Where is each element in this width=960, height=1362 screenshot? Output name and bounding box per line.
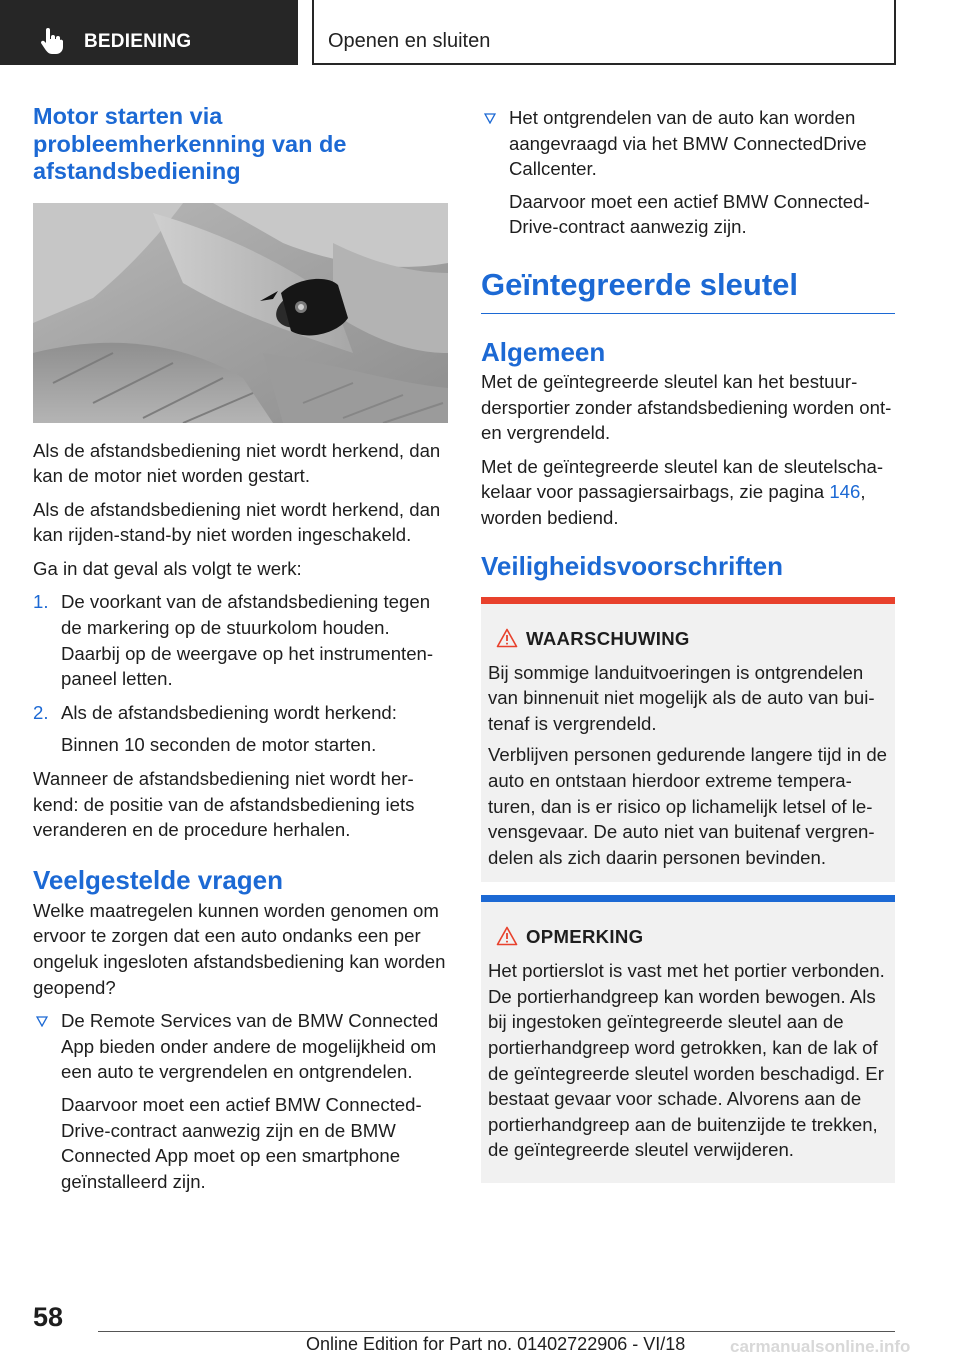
paragraph: Wanneer de afstandsbediening niet wordt herkend: de positie van de afstandsbediening iets veranderen en de procedure herhalen. (33, 768, 415, 841)
list-item-bullet (33, 1008, 448, 1085)
hand-pointer-icon (40, 28, 64, 54)
list-item-step-1 (33, 589, 448, 691)
note-header (488, 924, 888, 950)
paragraph-with-link (481, 454, 895, 531)
triangle-bullet-icon (36, 1016, 48, 1027)
paragraph-text: Met de geïntegreerde sleutel kan de sleutelschakelaar voor passagiersairbags, zie pagina (481, 455, 884, 503)
watermark: carmanualsonline.info (730, 1337, 911, 1356)
warning-title: WAARSCHUWING (526, 627, 690, 649)
paragraph: Met de geïntegreerde sleutel kan het bestuurdersportier zonder afstandsbediening worden ont- en vergrendeld. (481, 370, 892, 444)
list-item-step-2 (33, 700, 448, 726)
chapter-label: BEDIENING (84, 31, 192, 52)
step-number: 2. (33, 701, 49, 723)
footer-divider (98, 1331, 895, 1332)
bullet-subtext: Daarvoor moet een actief BMW Connected-Drive-contract aanwezig zijn. (509, 190, 870, 238)
warning-callout (481, 597, 895, 883)
remote-key-at-steering-column-illustration (33, 203, 448, 423)
steering-column-photo (33, 203, 448, 423)
page-number: 58 (33, 1302, 64, 1332)
warning-paragraph: Bij sommige landuitvoeringen is ontgrendelen van binnenuit niet mogelijk als de auto van buitenaf is vergrendeld. (488, 661, 875, 734)
bullet-text: Het ontgrendelen van de auto kan worden aangevraagd via het BMW ConnectedDrive Callcenter. (509, 107, 867, 180)
warning-paragraph: Verblijven personen gedurende langere tijd in de auto en ontstaan hierdoor extreme temperaturen, dan is er risico op lichamelijk letsel of levensgevaar. De auto niet van buitenaf vergrendelen als zich daarin personen bevinden. (488, 744, 888, 868)
warning-bar (481, 597, 895, 604)
note-paragraph: Het portierslot is vast met het portier verbonden. De portierhandgreep kan worden bewogen. Als bij ingestoken geïntegreerde sleutel aan de portierhandgreep word getrokken, kan de lak of de geïntegreerde sleutel worden beschadigd. Er bestaat gevaar voor schade. Alvorens aan de portierhandgreep aan de buitenzijde te trekken, de geïntegreerde sleutel verwijderen. (488, 960, 885, 1161)
note-bar (481, 895, 895, 902)
bullet-subtext: Daarvoor moet een actief BMW Connected-Drive-contract aanwezig zijn en de BMW Connected App moet op een smartphone geïnstalleerd zijn. (61, 1093, 422, 1192)
section-heading-remote-start: Motor starten via probleemherkenning van de afstandsbediening (33, 103, 347, 184)
paragraph: Als de afstandsbediening niet wordt herkend, dan kan de motor niet worden gestart. (33, 439, 441, 487)
right-column (481, 103, 895, 1183)
faq-question: Welke maatregelen kunnen worden genomen om ervoor te zorgen dat een auto ondanks een per ongeluk ingesloten afstandsbediening kan worden geopend? (33, 899, 446, 998)
chapter-heading-integrated-key: Geïntegreerde sleutel (481, 266, 799, 302)
note-callout (481, 895, 895, 1183)
step-2-subtext: Binnen 10 seconden de motor starten. (61, 734, 377, 756)
warning-triangle-icon (496, 628, 518, 648)
bullet-text: De Remote Services van de BMW Connected App bieden onder andere de mogelijkheid om een auto te vergrendelen en ontgrendelen. (61, 1010, 439, 1083)
faq-heading: Veelgestelde vragen (33, 864, 284, 895)
step-text: Als de afstandsbediening wordt herkend: (61, 701, 397, 723)
chapter-title-box (312, 0, 896, 65)
left-column (33, 103, 448, 1194)
list-item-bullet (481, 105, 895, 182)
note-title: OPMERKING (526, 926, 644, 948)
triangle-bullet-icon (484, 113, 496, 124)
step-number: 1. (33, 591, 49, 613)
paragraph-text: , worden bediend. (481, 481, 866, 528)
safety-heading: Veiligheidsvoorschriften (481, 550, 783, 581)
section-title: Openen en sluiten (328, 30, 491, 52)
chapter-tab (0, 0, 298, 65)
warning-triangle-icon (496, 926, 518, 946)
footer-edition: Online Edition for Part no. 01402722906 - VI/18 (306, 1334, 686, 1354)
page-link[interactable]: 146 (829, 481, 861, 503)
warning-header (488, 626, 888, 652)
warning-body (481, 604, 895, 883)
note-body (481, 902, 895, 1183)
heading-underline (481, 313, 895, 314)
general-heading: Algemeen (481, 336, 606, 367)
paragraph: Ga in dat geval als volgt te werk: (33, 557, 302, 579)
step-text: De voorkant van de afstandsbediening tegen de markering op de stuurkolom houden. Daarbij op de weergave op het instrumentenpaneel letten. (61, 591, 434, 690)
paragraph: Als de afstandsbediening niet wordt herkend, dan kan rijden-stand-by niet worden ingeschakeld. (33, 498, 441, 546)
